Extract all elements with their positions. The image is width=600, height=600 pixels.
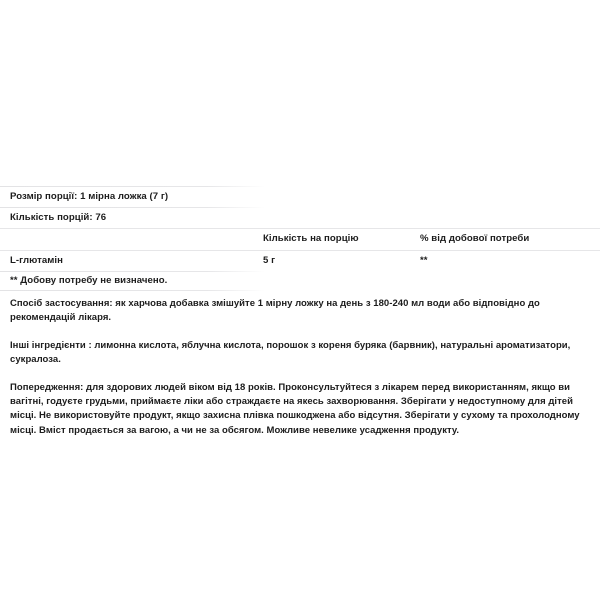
serving-size-row <box>0 186 600 207</box>
warning-paragraph: Попередження: для здорових людей віком від 18 років. Проконсультуйтеся з лікарем перед використанням, якщо ви вагітні, годуєте грудьми, приймаєте ліки або страждаєте на якесь захворювання. Зберігати у недоступному для дітей місці. Не використовуйте продукт, якщо захисна плівка пошкоджена або відсутня. Зберігати у сухому та прохолодному місці. Вміст продається за вагою, а чи не за обсягом. Можливе невелике усадження продукту. <box>10 381 580 436</box>
rule-below-footnote <box>0 290 265 291</box>
table-row <box>0 250 600 271</box>
column-header-name <box>0 228 263 250</box>
column-header-amount-per-serving: Кількість на порцію <box>263 233 359 245</box>
nutrient-name: L-глютамін <box>10 254 63 266</box>
column-header-percent-daily-value: % від добової потреби <box>420 233 530 245</box>
servings-per-container-label: Кількість порцій: 76 <box>10 211 107 223</box>
nutrient-amount-per-serving: 5 г <box>263 254 276 266</box>
nutrient-percent-daily-value: ** <box>420 254 428 266</box>
daily-value-footnote: ** Добову потребу не визначено. <box>10 274 168 286</box>
product-information-text <box>10 297 592 438</box>
supplement-facts-table <box>0 186 600 290</box>
serving-size-label: Розмір порції: 1 мірна ложка (7 г) <box>10 190 169 202</box>
table-header-row <box>0 228 600 250</box>
directions-paragraph: Спосіб застосування: як харчова добавка змішуйте 1 мірну ложку на день з 180-240 мл води або відповідно до рекомендацій лікаря. <box>10 298 540 324</box>
servings-per-container-row <box>0 207 600 228</box>
footnote-row <box>0 271 600 290</box>
other-ingredients-paragraph: Інші інгредієнти : лимонна кислота, яблучна кислота, порошок з кореня буряка (барвник), натуральні ароматизатори, сукралоза. <box>10 339 571 366</box>
